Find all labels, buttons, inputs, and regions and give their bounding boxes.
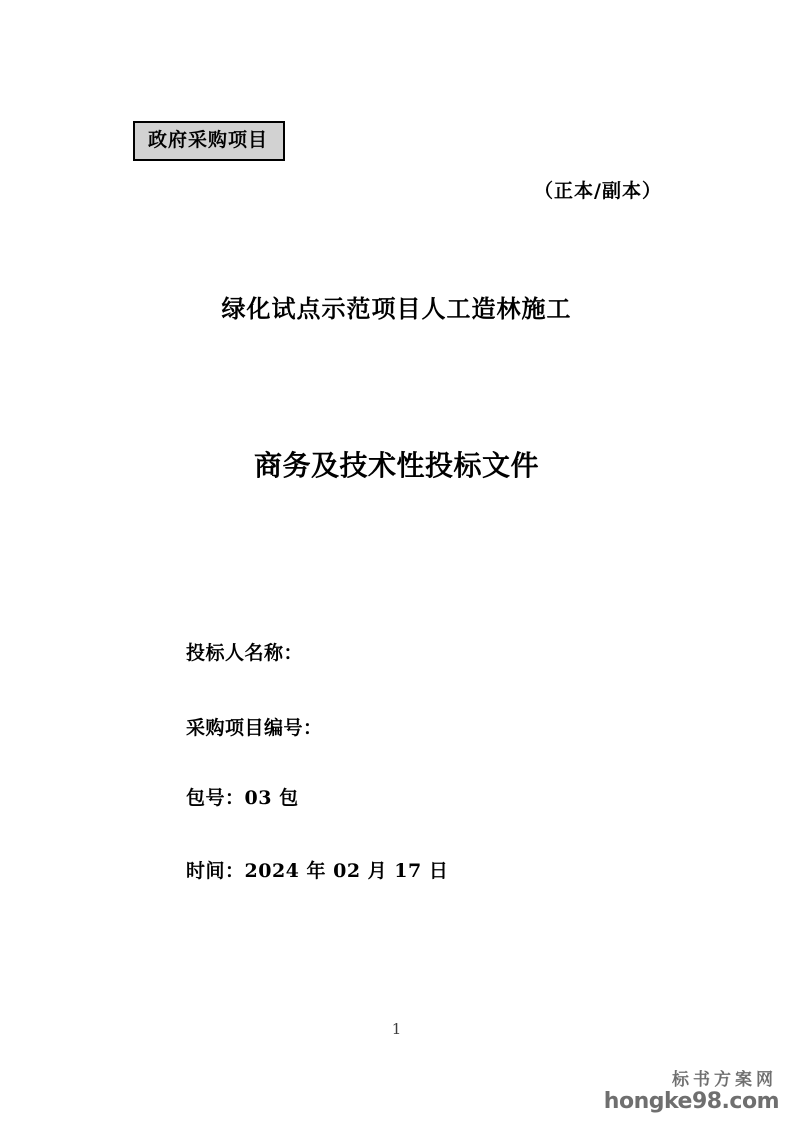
project-number-field [186,713,323,740]
page-number: 1 [391,1020,402,1038]
watermark-site-url: hongke98.com [603,1088,779,1114]
project-title: 绿化试点示范项目人工造林施工 [221,294,572,323]
date-field [186,856,448,883]
document-title: 商务及技术性投标文件 [253,449,539,482]
package-number-value: 03 包 [244,787,299,809]
date-label: 时间： [186,860,245,882]
package-number-field [186,783,299,810]
date-value: 2024 年 02 月 17 日 [244,860,449,882]
package-number-label: 包号： [186,787,245,809]
government-procurement-badge: 政府采购项目 [133,121,285,161]
watermark [604,1072,779,1113]
bidder-name-label: 投标人名称： [186,642,304,664]
copy-type-note: （正本/副本） [534,180,662,202]
project-number-label: 采购项目编号： [186,717,323,739]
bidder-name-field [186,638,303,665]
watermark-site-name: 标书方案网 [672,1070,777,1091]
